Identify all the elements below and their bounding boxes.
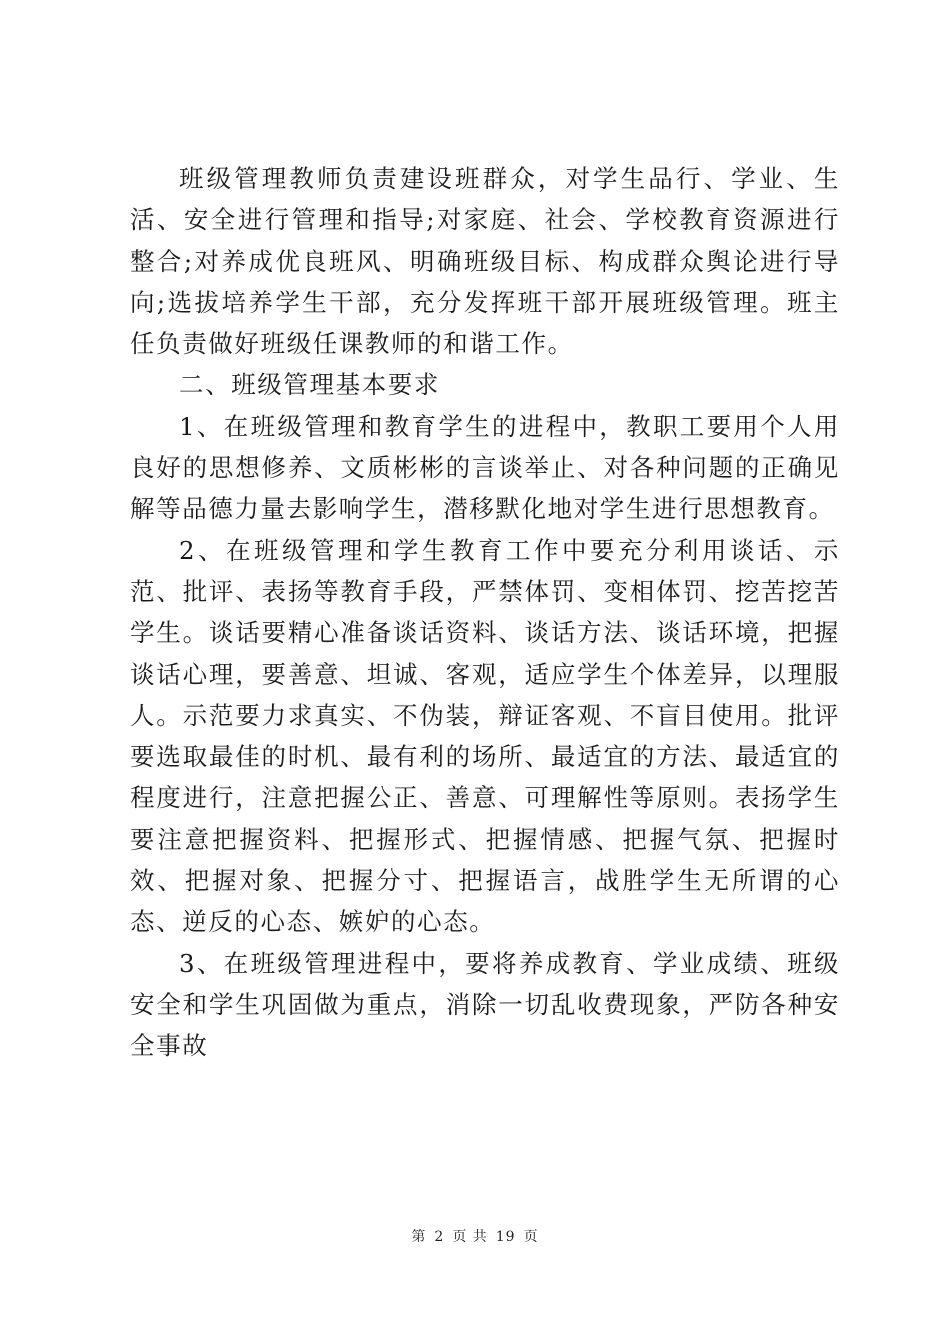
footer-current-page: 2 (434, 1229, 445, 1245)
paragraph-requirement-1: 1、在班级管理和教育学生的进程中，教职工要用个人用良好的思想修养、文质彬彬的言谈举止、对各种问题的正确见解等品德力量去影响学生，潜移默化地对学生进行思想教育。 (130, 411, 840, 524)
footer-prefix: 第 (411, 1229, 427, 1245)
footer-middle: 页 共 (452, 1229, 488, 1245)
section-heading-basic-requirements: 二、班级管理基本要求 (179, 370, 440, 400)
paragraph-requirement-2: 2、在班级管理和学生教育工作中要充分利用谈话、示范、批评、表扬等教育手段，严禁体罚、变相体罚、挖苦挖苦学生。谈话要精心准备谈话资料、谈话方法、谈话环境，把握谈话心理，要善意、坦诚、客观，适应学生个体差异，以理服人。示范要力求真实、不伪装，辩证客观、不盲目使用。批评要选取最佳的时机、最有利的场所、最适宜的方法、最适宜的程度进行，注意把握公正、善意、可理解性等原则。表扬学生要注意把握资料、把握形式、把握情感、把握气氛、把握时效、把握对象、把握分寸、把握语言，战胜学生无所谓的心态、逆反的心态、嫉妒的心态。 (130, 535, 840, 937)
page-footer (0, 1226, 950, 1246)
paragraph-class-teacher-duties: 班级管理教师负责建设班群众，对学生品行、学业、生活、安全进行管理和指导;对家庭、社会、学校教育资源进行整合;对养成优良班风、明确班级目标、构成群众舆论进行导向;选拔培养学生干部，充分发挥班干部开展班级管理。班主任负责做好班级任课教师的和谐工作。 (130, 164, 840, 359)
footer-suffix: 页 (523, 1229, 539, 1245)
paragraph-requirement-3: 3、在班级管理进程中，要将养成教育、学业成绩、班级安全和学生巩固做为重点，消除一切乱收费现象，严防各种安全事故 (130, 948, 840, 1061)
document-body (130, 158, 840, 1067)
footer-total-pages: 19 (495, 1229, 516, 1245)
